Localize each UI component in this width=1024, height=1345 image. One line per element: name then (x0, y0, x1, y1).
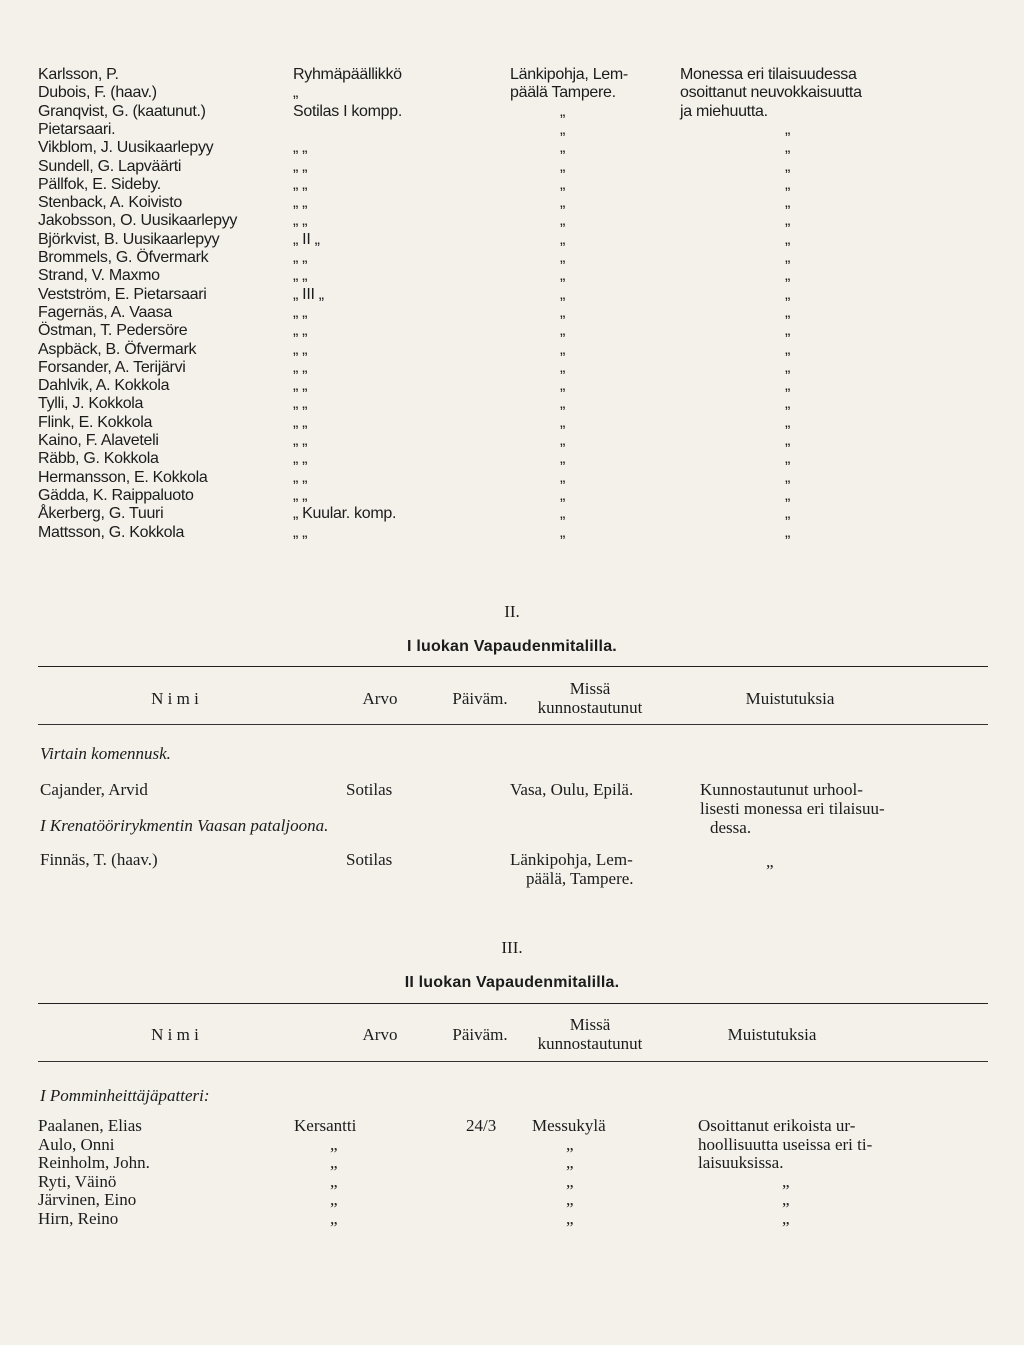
list-item-note: „ (785, 194, 791, 212)
list-item-place: „ (560, 358, 566, 376)
list-item-place: „ (560, 285, 566, 303)
table-row-rank: Sotilas (346, 780, 393, 799)
list-item-place: „ (560, 249, 566, 266)
list-item-note: „ (785, 358, 791, 376)
table-row-place: Messukylä (532, 1116, 606, 1135)
list-item-note: „ (785, 377, 791, 395)
table-row-rank: „ (330, 1171, 338, 1191)
list-item-note: „ (785, 249, 791, 266)
list-item-rank: „ „ (293, 267, 308, 285)
section3-title: II luokan Vapaudenmitalilla. (404, 974, 620, 991)
list-item-note: „ (785, 230, 791, 248)
list-item-note: „ (785, 285, 791, 303)
section2-numeral: II. (504, 602, 520, 621)
list-item-rank: „ „ (293, 358, 308, 376)
list-item-rank: „ „ (293, 523, 308, 541)
header-date: Päiväm. (452, 689, 508, 708)
table-row-rank: Kersantti (294, 1116, 357, 1135)
list-item-name: Aspbäck, B. Öfvermark (38, 340, 197, 358)
list-item-name: Tylli, J. Kokkola (38, 395, 144, 413)
list-item-rank: „ „ (293, 322, 308, 340)
table-row-note-line3: dessa. (710, 818, 752, 837)
list-item-place: „ (560, 120, 566, 138)
list-item-name: Vikblom, J. Uusikaarlepyy (38, 139, 214, 157)
table-row-note: Osoittanut erikoista ur- (698, 1116, 856, 1135)
list-item-note: osoittanut neuvokkaisuutta (680, 84, 862, 102)
list-item-note: „ (785, 340, 791, 358)
list-item-rank: „ III „ (293, 285, 324, 303)
section3-numeral: III. (501, 938, 523, 957)
list-item-rank: Sotilas I kompp. (293, 102, 403, 120)
list-item-name: Karlsson, P. (38, 66, 119, 83)
section2-title: I luokan Vapaudenmitalilla. (407, 638, 617, 655)
list-item-rank: „ „ (293, 175, 308, 193)
header-date: Päiväm. (452, 1025, 508, 1044)
table-row-note: „ (782, 1208, 790, 1228)
header-rank: Arvo (362, 1025, 398, 1044)
table-row-place: „ (566, 1153, 574, 1172)
list-item-place: „ (560, 194, 566, 212)
list-item-name: Dubois, F. (haav.) (38, 84, 157, 102)
list-item-place: „ (560, 157, 566, 175)
list-item-note: „ (785, 322, 791, 340)
list-item-place: „ (560, 322, 566, 340)
list-item-name: Granqvist, G. (kaatunut.) (38, 102, 206, 120)
list-item-note: „ (785, 157, 791, 175)
list-item-note: „ (785, 212, 791, 230)
section2-group-label: Virtain komennusk. (40, 744, 171, 763)
list-item-place: „ (560, 505, 566, 523)
list-item-rank: „ „ (293, 340, 308, 358)
list-item-place: päälä Tampere. (510, 84, 616, 102)
table-row-rank: „ (330, 1190, 338, 1209)
section2-header-rule (38, 724, 988, 725)
table-row-place: „ (566, 1208, 574, 1228)
list-item-rank: „ „ (293, 212, 308, 230)
list-item-place: „ (560, 267, 566, 285)
list-item-rank: „ „ (293, 450, 308, 468)
list-item-rank: „ „ (293, 432, 308, 449)
list-item-place: „ (560, 413, 566, 431)
table-row-note: „ (766, 852, 774, 871)
header-rank: Arvo (362, 689, 398, 708)
table-row-rank: Sotilas (346, 850, 393, 869)
list-item-note: „ (785, 450, 791, 468)
list-item-note: „ (785, 486, 791, 504)
list-item-note: „ (785, 505, 791, 523)
list-item-name: Östman, T. Pedersöre (38, 322, 188, 340)
table-row-place: „ (566, 1190, 574, 1209)
list-item-place: „ (560, 102, 566, 120)
list-item-rank: „ „ (293, 249, 308, 266)
list-item-rank: „ „ (293, 395, 308, 413)
list-item-note: Monessa eri tilaisuudessa (680, 66, 857, 83)
table-row-place-line2: päälä, Tampere. (526, 869, 634, 888)
list-item-place: „ (560, 303, 566, 321)
table-row-name: Finnäs, T. (haav.) (40, 850, 158, 869)
table-row-rank: „ (330, 1208, 338, 1228)
list-item-note: „ (785, 175, 791, 193)
list-item-name: Stenback, A. Koivisto (38, 194, 183, 212)
list-item-name: Brommels, G. Öfvermark (38, 249, 209, 266)
table-row-rank: „ (330, 1134, 338, 1154)
list-item-rank: „ „ (293, 139, 308, 157)
list-item-name: Mattsson, G. Kokkola (38, 523, 185, 541)
table-row-name: Ryti, Väinö (38, 1171, 117, 1191)
table-row-note: hoollisuutta useissa eri ti- (698, 1134, 873, 1154)
table-row-name: Paalanen, Elias (38, 1116, 142, 1135)
list-item-name: Dahlvik, A. Kokkola (38, 377, 170, 395)
header-where-top: Missä (569, 679, 611, 698)
list-item-name: Jakobsson, O. Uusikaarlepyy (38, 212, 238, 230)
list-item-note: „ (785, 468, 791, 486)
list-item-place: „ (560, 450, 566, 468)
table-row-note: „ (782, 1171, 790, 1191)
header-notes: Muistutuksia (727, 1025, 817, 1044)
list-item-name: Hermansson, E. Kokkola (38, 468, 208, 486)
list-item-place: Länkipohja, Lem- (510, 66, 628, 83)
list-item-place: „ (560, 139, 566, 157)
header-where-top: Missä (569, 1015, 611, 1034)
table-row-date: 24/3 (466, 1116, 497, 1135)
list-item-place: „ (560, 340, 566, 358)
table-row-place-line1: Länkipohja, Lem- (510, 850, 633, 869)
list-item-place: „ (560, 486, 566, 504)
list-item-rank: „ (293, 84, 299, 102)
section2-group-label-2: I Krenatöörirykmentin Vaasan pataljoona. (40, 816, 329, 835)
table-row-note-line2: lisesti monessa eri tilaisuu- (700, 799, 885, 818)
list-item-name: Forsander, A. Terijärvi (38, 358, 186, 376)
table-row-note: laisuuksissa. (698, 1153, 784, 1172)
table-row-name: Aulo, Onni (38, 1134, 115, 1154)
list-item-place: „ (560, 395, 566, 413)
list-item-name: Räbb, G. Kokkola (38, 450, 159, 468)
list-item-rank: Ryhmäpäällikkö (293, 66, 402, 83)
header-where-bottom: kunnostautunut (537, 698, 643, 717)
list-item-place: „ (560, 175, 566, 193)
header-where-bottom: kunnostautunut (537, 1034, 643, 1053)
list-item-name: Flink, E. Kokkola (38, 413, 153, 431)
table-row-name: Järvinen, Eino (38, 1190, 137, 1209)
header-name: N i m i (151, 1025, 199, 1044)
list-item-note: „ (785, 413, 791, 431)
list-item-rank: „ Kuular. komp. (293, 505, 397, 523)
table-row-name: Reinholm, John. (38, 1153, 150, 1172)
table-row-name: Cajander, Arvid (40, 780, 148, 799)
table-row-place: „ (566, 1134, 574, 1154)
list-item-rank: „ „ (293, 468, 308, 486)
list-item-rank: „ II „ (293, 230, 320, 248)
list-item-rank: „ „ (293, 303, 308, 321)
list-item-place: „ (560, 230, 566, 248)
list-item-name: Fagernäs, A. Vaasa (38, 303, 172, 321)
list-item-name: Strand, V. Maxmo (38, 267, 160, 285)
list-item-name: Kaino, F. Alaveteli (38, 432, 159, 449)
list-item-name: Sundell, G. Lapväärti (38, 157, 182, 175)
list-item-place: „ (560, 468, 566, 486)
section3-top-rule (38, 1003, 988, 1004)
list-item-name: Gädda, K. Raippaluoto (38, 486, 194, 504)
list-item-rank: „ „ (293, 486, 308, 504)
list-item-note: „ (785, 303, 791, 321)
list-item-note: „ (785, 523, 791, 541)
list-item-rank: „ „ (293, 194, 308, 212)
table-row-place: Vasa, Oulu, Epilä. (510, 780, 634, 799)
list-item-name: Pällfok, E. Sideby. (38, 175, 161, 193)
section2-top-rule (38, 666, 988, 667)
header-name: N i m i (151, 689, 199, 708)
list-item-name: Björkvist, B. Uusikaarlepyy (38, 230, 220, 248)
list-item-rank: „ „ (293, 413, 308, 431)
list-item-note: „ (785, 120, 791, 138)
list-item-rank: „ „ (293, 157, 308, 175)
table-row-note: „ (782, 1190, 790, 1209)
list-item-note: „ (785, 267, 791, 285)
table-row-note-line1: Kunnostautunut urhool- (700, 780, 863, 799)
list-item-rank: „ „ (293, 377, 308, 395)
list-item-place: „ (560, 377, 566, 395)
table-row-place: „ (566, 1171, 574, 1191)
list-item-name: Åkerberg, G. Tuuri (38, 505, 164, 523)
list-item-name: Pietarsaari. (38, 120, 116, 138)
list-item-place: „ (560, 432, 566, 449)
list-item-note: „ (785, 395, 791, 413)
list-item-name: Vestström, E. Pietarsaari (38, 285, 207, 303)
list-item-note: ja miehuutta. (680, 102, 768, 120)
section3-group-label: I Pomminheittäjäpatteri: (40, 1086, 210, 1105)
list-item-note: „ (785, 139, 791, 157)
table-row-name: Hirn, Reino (38, 1208, 119, 1228)
section3-header-rule (38, 1061, 988, 1062)
list-item-note: „ (785, 432, 791, 449)
list-item-place: „ (560, 523, 566, 541)
list-item-place: „ (560, 212, 566, 230)
table-row-rank: „ (330, 1153, 338, 1172)
header-notes: Muistutuksia (745, 689, 835, 708)
